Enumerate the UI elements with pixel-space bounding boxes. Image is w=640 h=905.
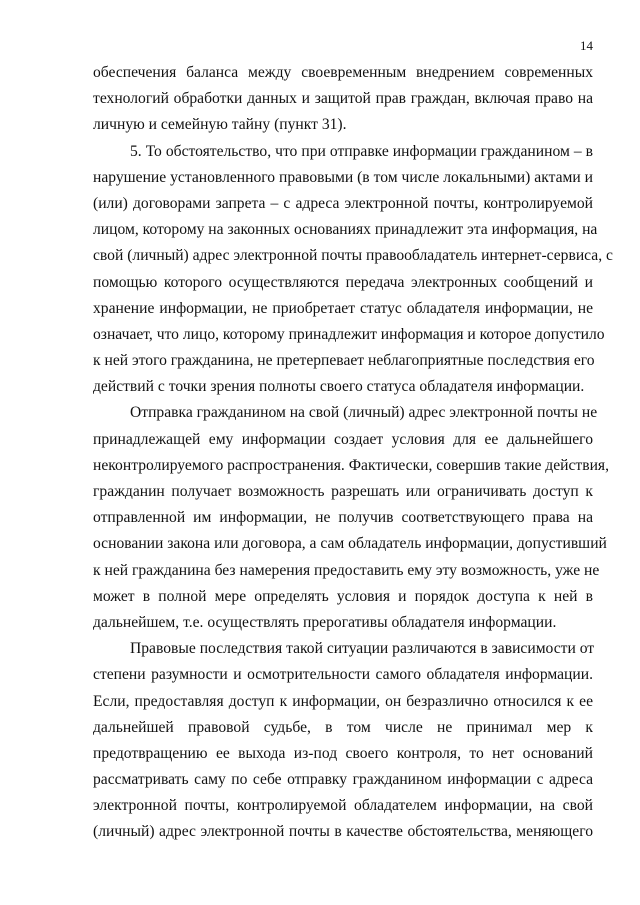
text-line: Отправка гражданином на свой (личный) адрес электронной почты не [130,404,598,422]
text-line: предотвращению ее выхода из-под своего контроля, то нет оснований [93,744,593,762]
text-line: действий с точки зрения полноты своего статуса обладателя информации. [93,378,585,396]
paragraph [93,139,613,401]
text-line: отправленной им информации, не получив соответствующего права на [93,509,593,527]
text-line: дальнейшем, т.е. осуществлять прерогативы обладателя информации. [93,613,557,631]
paragraph [93,60,593,139]
text-line: нарушение установленного правовыми (в том числе локальными) актами и [93,168,593,186]
paragraph [93,636,593,846]
text-line: означает, что лицо, которому принадлежит информация и которое допустило [93,325,605,343]
text-line: помощью которого осуществляются передача электронных сообщений и [93,273,593,291]
text-line: электронной почты, контролируемой обладателем информации, на свой [93,797,593,815]
text-line: хранение информации, не приобретает статус обладателя информации, не [93,299,593,317]
text-line: лицом, которому на законных основаниях принадлежит эта информация, на [93,221,598,239]
text-line: Если, предоставляя доступ к информации, он безразлично относился к ее [93,692,593,710]
text-line: обеспечения баланса между своевременным внедрением современных [93,64,593,81]
text-line: Правовые последствия такой ситуации различаются в зависимости от [130,640,595,658]
text-line: (или) договорами запрета – с адреса электронной почты, контролируемой [93,194,593,212]
text-line: 5. То обстоятельство, что при отправке информации гражданином – в [130,142,593,160]
text-line: технологий обработки данных и защитой прав граждан, включая право на [93,90,593,108]
text-line: свой (личный) адрес электронной почты правообладатель интернет-сервиса, с [93,247,613,265]
text-line: основании закона или договора, а сам обладатель информации, допустивший [93,535,607,553]
text-line: (личный) адрес электронной почты в качестве обстоятельства, меняющего [93,823,593,841]
text-line: может в полной мере определять условия и порядок доступа к ней в [93,587,593,605]
paragraph [93,400,609,636]
text-line: к ней гражданина без намерения предоставить ему эту возможность, уже не [93,561,600,579]
text-line: неконтролируемого распространения. Фактически, совершив такие действия, [93,456,609,474]
text-line: рассматривать саму по себе отправку гражданином информации с адреса [93,771,593,789]
text-line: личную и семейную тайну (пункт 31). [93,116,347,134]
text-line: гражданин получает возможность разрешать или ограничивать доступ к [93,483,593,500]
text-line: принадлежащей ему информации создает условия для ее дальнейшего [93,430,593,448]
text-line: дальнейшей правовой судьбе, в том числе не принимал мер к [93,718,593,736]
body-text [93,60,613,846]
page-number: 14 [580,38,593,53]
text-line: степени разумности и осмотрительности самого обладателя информации. [93,666,593,684]
text-line: к ней этого гражданина, не претерпевает неблагоприятные последствия его [93,352,595,370]
